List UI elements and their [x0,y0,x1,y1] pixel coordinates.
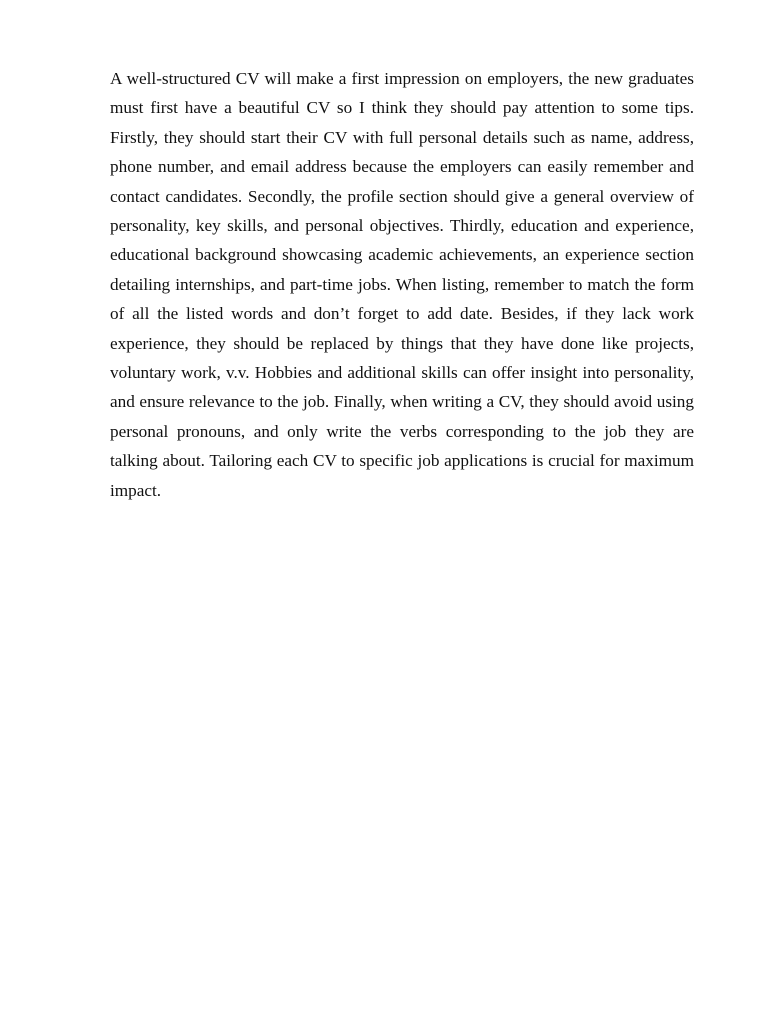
body-paragraph: A well-structured CV will make a first impression on employers, the new graduates must first have a beautiful CV so I think they should pay attention to some tips. Firstly, they should start their CV with full personal details such as name, address, phone number, and email address because the employers can easily remember and contact candidates. Secondly, the profile section should give a general overview of personality, key skills, and personal objectives. Thirdly, education and experience, educational background showcasing academic achievements, an experience section detailing internships, and part-time jobs. When listing, remember to match the form of all the listed words and don’t forget to add date. Besides, if they lack work experience, they should be replaced by things that they have done like projects, voluntary work, v.v. Hobbies and additional skills can offer insight into personality, and ensure relevance to the job. Finally, when writing a CV, they should avoid using personal pronouns, and only write the verbs corresponding to the job they are talking about. Tailoring each CV to specific job applications is crucial for maximum impact. [110,69,694,500]
